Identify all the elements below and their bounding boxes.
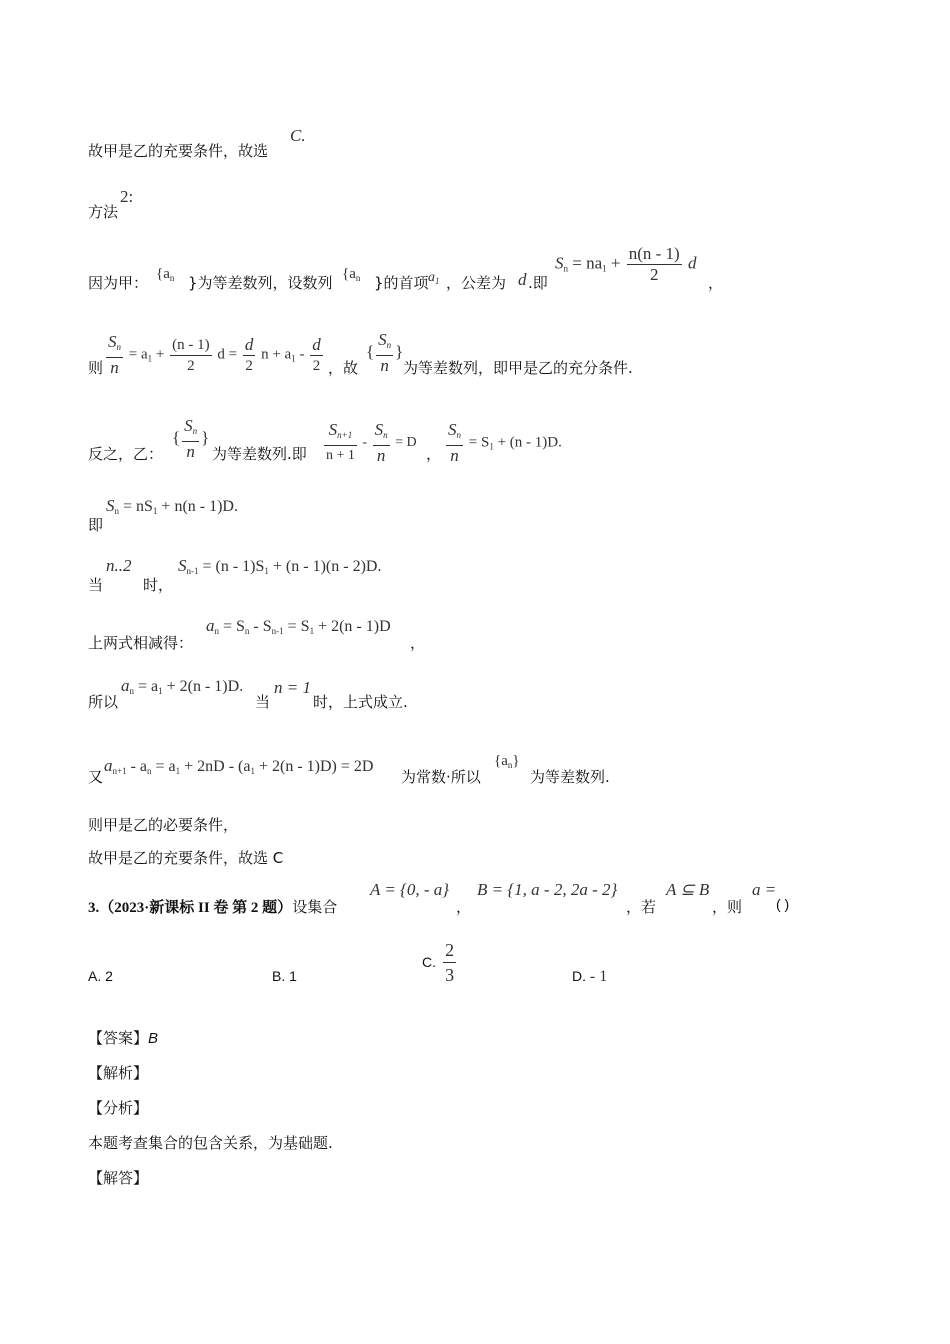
question-3: 3.（2023·新课标 II 卷 第 2 题）设集合	[88, 898, 338, 916]
text-line-6	[88, 514, 103, 535]
section-jieda: 【解答】	[88, 1169, 149, 1187]
comma: ，	[708, 274, 724, 292]
text: 反之，乙：	[88, 445, 164, 463]
formula-sn-over-n: $\frac{S_n}{n}$ = $a_1$ + $\frac{(n - 1)}{2}$ d = $\frac{d}{2}$ $n + a_1$ - $\frac{d}{2}$	[108, 332, 321, 377]
formula-sn: $S_n = na_1$ + $\frac{n(n - 1)}{2}$ d	[555, 244, 697, 284]
math-a1: $a_1$	[428, 270, 440, 286]
text-line-3	[88, 272, 148, 293]
math-condition: n..2	[106, 556, 132, 575]
text: ，公差为	[446, 274, 507, 292]
formula-an: $a_n = a_1 + 2(n - 1)D$.	[121, 676, 244, 696]
analysis-text: 本题考查集合的包含关系，为基础题.	[88, 1134, 333, 1152]
option-d[interactable]: D. - 1	[572, 968, 608, 985]
comma: ，	[410, 634, 426, 652]
fraction: $\frac{S_n}{n}$	[108, 332, 121, 377]
formula-difference: $\frac{S_{n+1}}{n + 1}$ - $\frac{S_n}{n}$ = D	[326, 420, 417, 465]
text: 时，上式成立.	[313, 693, 408, 711]
text: 上两式相减得：	[88, 634, 194, 652]
text: 方法	[88, 203, 119, 221]
formula-sn-over-n: $\frac{S_n}{n}$ = $S_1 + (n - 1)D$.	[448, 420, 562, 465]
formula-sn: $S_n = nS_1 + n(n - 1)D$.	[106, 496, 238, 516]
text: 所以	[88, 693, 119, 711]
answer-blank: ( )	[776, 896, 790, 912]
comma: ，	[426, 445, 442, 463]
text: 又	[88, 768, 104, 786]
fraction: $\frac{S_n}{n}$	[184, 416, 198, 461]
text-line-5	[88, 443, 163, 464]
answer-value: B	[148, 1030, 159, 1047]
formula-an: $a_n = S_n - S_{n-1} = S_1 + 2(n - 1)D$	[206, 616, 391, 636]
set-b: B = {1, a - 2, 2a - 2}	[477, 880, 618, 899]
fraction: $\frac{S_n}{n}$	[378, 330, 392, 375]
text-line-9	[88, 691, 118, 712]
set-an: $\{a_n\}$	[494, 753, 520, 770]
text: 为等差数列，即甲是乙的充分条件.	[403, 359, 633, 377]
text: 当	[88, 576, 104, 594]
text: ，则	[712, 898, 743, 916]
text: }的首项	[374, 274, 429, 292]
fraction: $\frac{n(n - 1)}{2}$	[628, 244, 680, 284]
text: 故甲是乙的充要条件，故选	[88, 142, 269, 160]
math-condition: n = 1	[274, 678, 311, 697]
section-fenxi: 【分析】	[88, 1099, 149, 1117]
text: ，若	[626, 898, 657, 916]
text-line-4	[88, 357, 103, 378]
set-sn-over-n: { $\frac{S_n}{n}$ }	[172, 416, 210, 461]
formula-difference: $a_{n+1} - a_n = a_1 + 2nD - (a_1 + 2(n - 1)D) = 2D$	[104, 756, 374, 776]
set-an: {$a_n$	[156, 266, 175, 283]
text: 为等差数列.即	[212, 445, 307, 463]
formula-sn-1: $S_{n-1} = (n - 1)S_1 + (n - 1)(n - 2)D$.	[178, 556, 382, 576]
text: }为等差数列，设数列	[188, 274, 333, 292]
text-line-12: 故甲是乙的充要条件，故选 C	[88, 849, 284, 867]
text: ，故	[328, 359, 359, 377]
set-an: {$a_n$	[342, 266, 361, 283]
text: 即	[88, 516, 104, 534]
text: 时，	[143, 576, 174, 594]
fraction: $\frac{S_{n+1}}{n + 1}$	[326, 420, 355, 463]
math-2: 2:	[120, 187, 134, 206]
set-sn-over-n: { $\frac{S_n}{n}$ }	[366, 330, 404, 375]
set-a: A = {0, - a}	[370, 880, 450, 899]
text: 因为甲：	[88, 274, 149, 292]
math-c: C.	[290, 126, 306, 145]
subset-relation: A ⊆ B	[666, 880, 710, 899]
text-line-7	[88, 574, 103, 595]
text: 为等差数列.	[530, 768, 610, 786]
comma: ，	[456, 898, 472, 916]
fraction: $\frac{S_n}{n}$	[448, 420, 461, 465]
answer-line: 【答案】B	[88, 1029, 159, 1047]
fraction: $\frac{(n - 1)}{2}$	[172, 336, 210, 374]
text: 为常数·所以	[401, 768, 481, 786]
math-a-eq: a =	[752, 880, 777, 899]
option-c[interactable]: C. $\frac{2}{3}$	[422, 940, 455, 985]
question-source: （2023·新课标 II 卷 第 2 题）	[99, 900, 293, 916]
section-jiexi: 【解析】	[88, 1064, 149, 1082]
fraction: $\frac{2}{3}$	[445, 940, 455, 985]
fraction: $\frac{d}{2}$	[312, 334, 321, 374]
text-line-2	[88, 201, 118, 222]
text-line-10	[88, 766, 103, 787]
option-b[interactable]: B. 1	[272, 968, 297, 984]
text-line-8	[88, 632, 193, 653]
text-line-11: 则甲是乙的必要条件，	[88, 816, 239, 834]
fraction: $\frac{S_n}{n}$	[374, 420, 388, 465]
math-d: d	[518, 270, 527, 289]
option-a[interactable]: A. 2	[88, 968, 113, 984]
text: 当	[255, 693, 271, 711]
fraction: $\frac{d}{2}$	[244, 334, 254, 374]
text: 则	[88, 359, 104, 377]
text-line-1	[88, 140, 268, 161]
text: .即	[528, 274, 548, 292]
